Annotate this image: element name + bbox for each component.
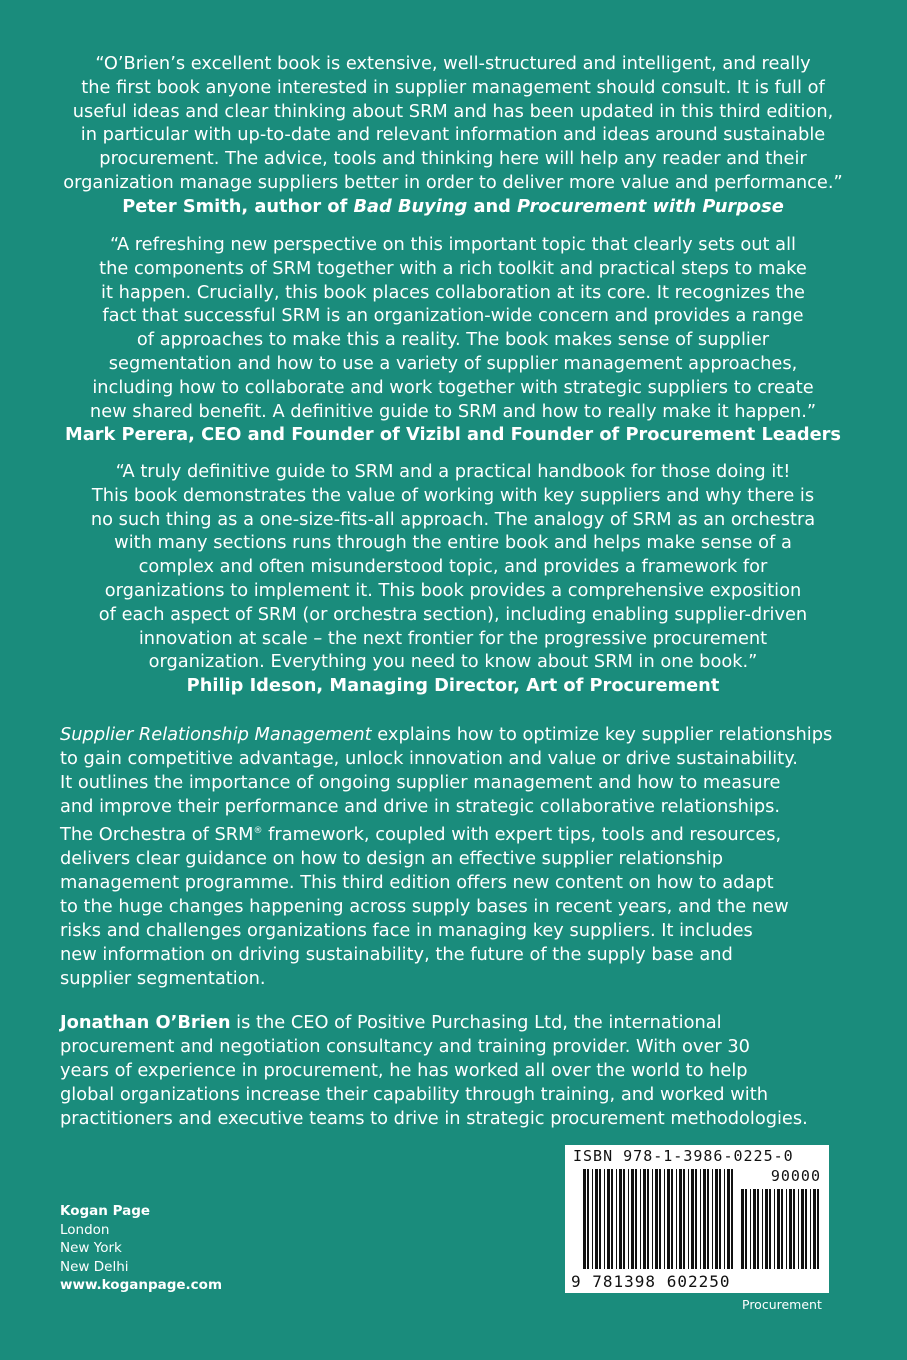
bio-line: years of experience in procurement, he has worked all over the world to help [60,1060,748,1081]
quote-line: innovation at scale – the next frontier for the progressive procurement [138,627,768,649]
barcode-bar [700,1169,701,1269]
barcode-bar [765,1189,768,1269]
barcode-bar [805,1189,807,1269]
isbn-barcode [565,1145,829,1293]
barcode-bar [616,1169,617,1269]
quote-line: “O’Brien’s excellent book is extensive, well-structured and intelligent, and really [95,53,811,74]
barcode-bar [793,1189,795,1269]
barcode-bar [607,1169,610,1269]
barcode-bar [623,1169,625,1269]
quote-line: in particular with up-to-date and relevant information and ideas around sustainable [80,124,826,146]
description-line: new information on driving sustainability, the future of the supply base and [60,943,733,965]
barcode-bar [587,1169,589,1269]
barcode-bar [810,1189,811,1269]
description-line: management programme. This third edition offers new content on how to adapt [60,871,774,893]
quote-line: new shared benefit. A definitive guide to SRM and how to really make it happen.” [89,400,817,422]
description-line: Supplier Relationship Management explains how to optimize key supplier relationships [60,724,833,745]
barcode-bar [619,1169,622,1269]
barcode-bar [745,1189,747,1269]
barcode-digits: 9 781398 602250 [571,1272,731,1291]
description-line: It outlines the importance of ongoing supplier management and how to measure [60,772,781,793]
quote-line: complex and often misunderstood topic, and provides a framework for [138,556,768,578]
barcode-bar [655,1169,658,1269]
quote-line: This book demonstrates the value of working with key suppliers and why there is [91,484,815,506]
author-name: Jonathan O’Brien [60,1012,231,1033]
barcode-bar [801,1189,804,1269]
barcode-bar [777,1189,780,1269]
barcode-bar [667,1169,670,1269]
barcode-bar [731,1169,733,1269]
bio-line: global organizations increase their capability through training, and worked with [60,1084,768,1105]
publisher-city: New Delhi [60,1258,129,1275]
barcode-bar [671,1169,673,1269]
barcode-bar [647,1169,649,1269]
bio-line: procurement and negotiation consultancy and training provider. With over 30 [60,1036,750,1057]
quote-attribution: Mark Perera, CEO and Founder of Vizibl and Founder of Procurement Leaders [65,424,841,446]
barcode-bar [762,1189,763,1269]
barcode-bar [635,1169,637,1269]
barcode-bar [583,1169,586,1269]
quote-line: no such thing as a one-size-fits-all approach. The analogy of SRM as an orchestra [90,508,816,530]
barcode-bars-addon [741,1189,821,1269]
publisher-imprint [60,1202,222,1295]
isbn-text: ISBN 978-1-3986-0225-0 [573,1147,794,1165]
book-title: Supplier Relationship Management [60,724,372,745]
price-code: 90000 [770,1167,821,1185]
barcode-bar [712,1169,713,1269]
barcode-bar [604,1169,605,1269]
barcode-bar [757,1189,759,1269]
barcode-bar [595,1169,598,1269]
barcode-bar [789,1189,792,1269]
quote-line: “A truly definitive guide to SRM and a practical handbook for those doing it! [115,461,791,482]
quote-line: including how to collaborate and work together with strategic suppliers to create [92,376,814,398]
quote-line: organizations to implement it. This book provides a comprehensive exposition [104,579,802,601]
barcode-bar [774,1189,775,1269]
barcode-bar [628,1169,629,1269]
barcode-bar [599,1169,601,1269]
category-label: Procurement [742,1297,822,1312]
description-line: and improve their performance and drive in strategic collaborative relationships. [60,796,781,817]
author-bio [60,1011,850,1131]
barcode-bar [640,1169,641,1269]
quote-line: organization. Everything you need to know about SRM in one book.” [148,651,758,673]
barcode-bar [679,1169,682,1269]
quote-line: it happen. Crucially, this book places collaboration at its core. It recognizes the [101,281,805,303]
review-quote-1 [58,52,848,219]
barcode-bar [652,1169,653,1269]
quote-attribution: Philip Ideson, Managing Director, Art of Procurement [186,675,720,697]
barcode-bar [659,1169,661,1269]
barcode-bar [611,1169,613,1269]
description-line: The Orchestra of SRM® framework, coupled with expert tips, tools and resources, [60,823,782,845]
barcode-bar [741,1189,744,1269]
quote-line: fact that successful SRM is an organization-wide concern and provides a range [102,305,804,327]
barcode-bar [592,1169,593,1269]
publisher-city: London [60,1221,110,1238]
quote-attribution: Peter Smith, author of Bad Buying and Procurement with Purpose [122,195,784,217]
bio-line: practitioners and executive teams to drive in strategic procurement methodologies. [60,1108,808,1129]
barcode-bar [727,1169,730,1269]
quote-line: with many sections runs through the entire book and helps make sense of a [114,532,792,554]
barcode-bar [798,1189,799,1269]
barcode-bar [724,1169,725,1269]
barcode-bar [715,1169,718,1269]
quote-line: segmentation and how to use a variety of supplier management approaches, [108,352,798,374]
barcode-bar [786,1189,787,1269]
barcode-bar [695,1169,697,1269]
barcode-bar [643,1169,646,1269]
barcode-bar [781,1189,783,1269]
barcode-bar [719,1169,721,1269]
barcode-bar [676,1169,677,1269]
barcode-bar [707,1169,709,1269]
quote-line: the components of SRM together with a rich toolkit and practical steps to make [99,257,807,279]
quote-line: procurement. The advice, tools and thinking here will help any reader and their [99,148,807,170]
quote-line: of each aspect of SRM (or orchestra section), including enabling supplier-driven [98,603,808,625]
publisher-website: www.koganpage.com [60,1277,223,1293]
barcode-bar [688,1169,689,1269]
barcode-bar [769,1189,771,1269]
review-quote-3 [58,460,848,698]
description-line: supplier segmentation. [60,967,266,989]
barcode-bar [683,1169,685,1269]
publisher-name: Kogan Page [60,1203,151,1219]
description-line: to the huge changes happening across supply bases in recent years, and the new [60,895,789,917]
quote-line: “A refreshing new perspective on this important topic that clearly sets out all [110,234,796,255]
barcode-bar [631,1169,634,1269]
barcode-bar [664,1169,665,1269]
barcode-bar [750,1189,751,1269]
description-line: to gain competitive advantage, unlock innovation and value or drive sustainability. [60,748,798,769]
bio-line: Jonathan O’Brien is the CEO of Positive Purchasing Ltd, the international [60,1012,722,1033]
review-quote-2 [58,233,848,447]
quote-line: organization manage suppliers better in order to deliver more value and performance.” [63,171,843,193]
quote-line: useful ideas and clear thinking about SRM and has been updated in this third edition, [72,100,834,122]
barcode-bar [753,1189,756,1269]
barcode-bars-main [583,1169,735,1269]
publisher-city: New York [60,1240,122,1256]
description-line: delivers clear guidance on how to design an effective supplier relationship [60,847,724,869]
quote-line: the first book anyone interested in supplier management should consult. It is full of [81,76,825,98]
barcode-bar [813,1189,816,1269]
quote-line: of approaches to make this a reality. The book makes sense of supplier [136,329,770,351]
book-description [60,723,850,991]
description-line: risks and challenges organizations face in managing key suppliers. It includes [60,919,753,941]
barcode-bar [703,1169,706,1269]
barcode-bar [817,1189,819,1269]
barcode-bar [691,1169,694,1269]
